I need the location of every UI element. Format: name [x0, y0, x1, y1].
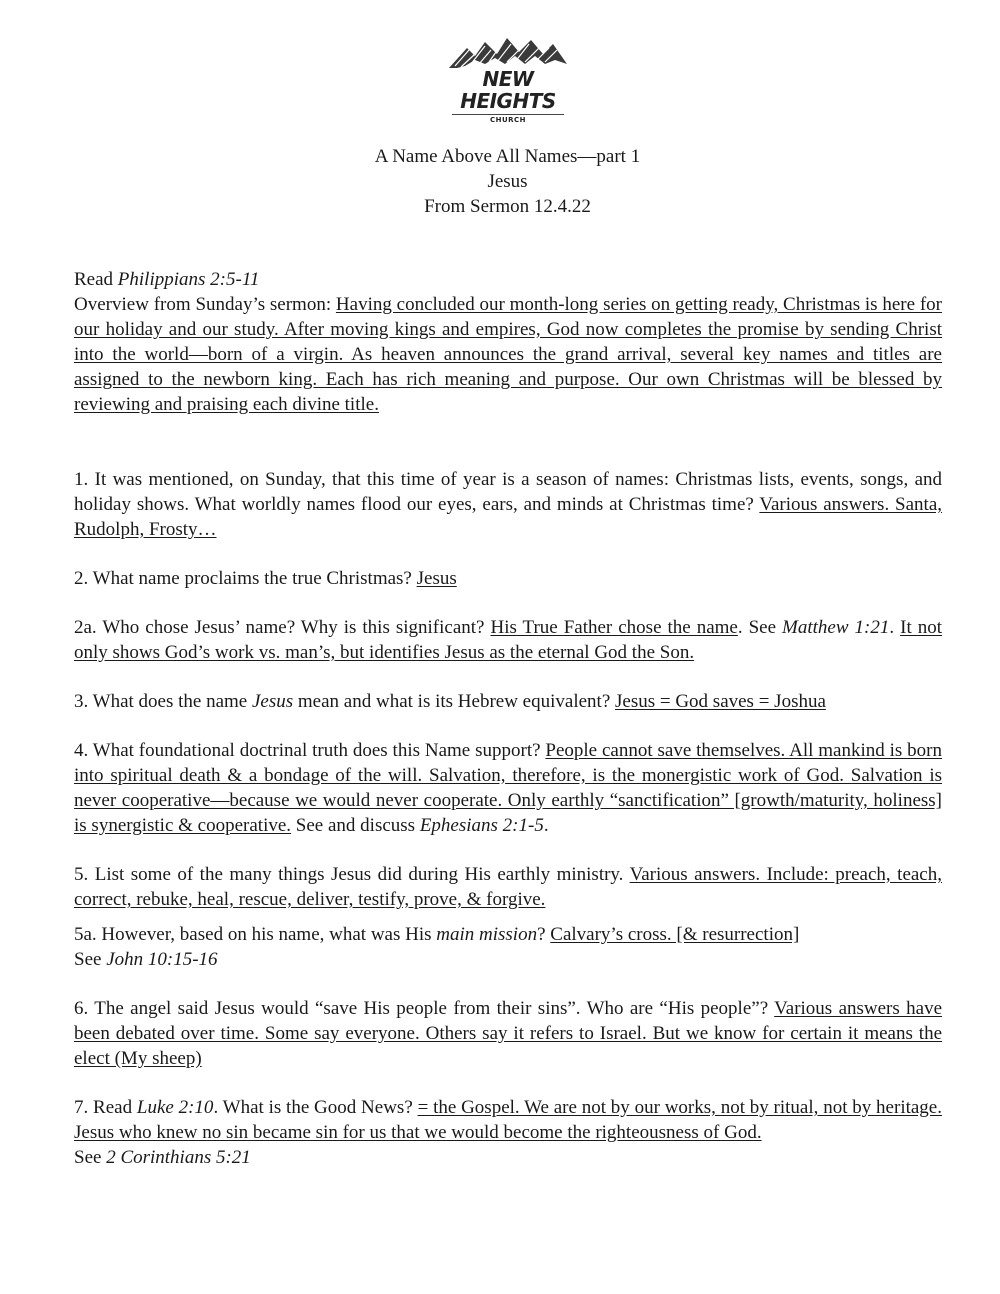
question-4: 4. What foundational doctrinal truth does this Name support? People cannot save themselves. All mankind is born into spiritual death & a bondage of the will. Salvation, therefore, is the monergistic work of God. Salvation is never cooperative—because we would never cooperate. Only earthly “sanctification” [growth/maturity, holiness] is synergistic & cooperative. See and discuss Ephesians 2:1-5.	[74, 740, 943, 836]
answer-5a: Calvary’s cross. [& resurrection]	[550, 924, 800, 945]
scripture-ref: Matthew 1:21	[782, 617, 890, 638]
logo-wordmark: NEW HEIGHTS	[460, 67, 556, 113]
scripture-ref: 2 Corinthians 5:21	[106, 1147, 251, 1168]
see-line-7: See 2 Corinthians 5:21	[74, 1147, 251, 1168]
answer-2a-part1: His True Father chose the name	[490, 617, 738, 638]
answer-7: = the Gospel. We are not by our works, not by ritual, not by heritage. Jesus who knew no sin became sin for us that we would become the righteousness of God.	[74, 1097, 942, 1143]
mountain-logo-icon	[445, 34, 571, 70]
scripture-ref: Luke 2:10	[136, 1097, 214, 1118]
answer-1: Various answers. Santa, Rudolph, Frosty…	[74, 494, 942, 540]
scripture-ref: John 10:15-16	[106, 949, 218, 970]
scripture-ref: Philippians 2:5-11	[117, 269, 260, 290]
question-2a: 2a. Who chose Jesus’ name? Why is this significant? His True Father chose the name. See Matthew 1:21. It not only shows God’s work vs. man’s, but identifies Jesus as the eternal God the Son.	[74, 617, 943, 663]
read-line: Read Philippians 2:5-11	[74, 269, 260, 290]
answer-4: People cannot save themselves. All mankind is born into spiritual death & a bondage of the will. Salvation, therefore, is the monergistic work of God. Salvation is never cooperative—because we would never cooperate. Only earthly “sanctification” [growth/maturity, holiness] is synergistic & cooperative.	[74, 740, 943, 836]
question-1: 1. It was mentioned, on Sunday, that this time of year is a season of names: Christmas lists, events, songs, and holiday shows. What worldly names flood our eyes, ears, and minds at Christmas time? Various answers. Santa, Rudolph, Frosty…	[74, 469, 942, 540]
overview-text: Having concluded our month-long series on getting ready, Christmas is here for our holiday and our study. After moving kings and empires, God now completes the promise by sending Christ into the world—born of a virgin. As heaven announces the grand arrival, several key names and titles are assigned to the newborn king. Each has rich meaning and purpose. Our own Christmas will be blessed by reviewing and praising each divine title.	[74, 294, 942, 415]
document-header	[0, 144, 1000, 219]
logo-divider	[452, 114, 564, 115]
question-2: 2. What name proclaims the true Christmas? Jesus	[74, 568, 457, 589]
answer-6: Various answers have been debated over time. Some say everyone. Others say it refers to Israel. But we know for certain it means the elect (My sheep)	[74, 998, 943, 1069]
church-logo	[438, 34, 578, 124]
question-5: 5. List some of the many things Jesus did during His earthly ministry. Various answers. Include: preach, teach, correct, rebuke, heal, rescue, deliver, testify, prove, & forgive.	[74, 864, 942, 910]
question-6: 6. The angel said Jesus would “save His people from their sins”. Who are “His people”? Various answers have been debated over time. Some say everyone. Others say it refers to Israel. But we know for certain it means the elect (My sheep)	[74, 998, 943, 1069]
logo-subtitle: CHURCH	[489, 116, 527, 124]
study-body	[74, 267, 942, 1170]
answer-2: Jesus	[416, 568, 457, 589]
overview-paragraph	[74, 292, 942, 417]
document-title: A Name Above All Names—part 1	[374, 146, 641, 167]
question-3: 3. What does the name Jesus mean and what is its Hebrew equivalent? Jesus = God saves = Joshua	[74, 691, 826, 712]
answer-2a-part2: It not only shows God’s work vs. man’s, but identifies Jesus as the eternal God the Son.	[74, 617, 943, 663]
scripture-ref: Ephesians 2:1-5	[419, 815, 544, 836]
question-5a: 5a. However, based on his name, what was His main mission? Calvary’s cross. [& resurrection]	[74, 924, 800, 945]
answer-3: Jesus = God saves = Joshua	[615, 691, 826, 712]
question-7: 7. Read Luke 2:10. What is the Good News? = the Gospel. We are not by our works, not by ritual, not by heritage. Jesus who knew no sin became sin for us that we would become the righteousness of God.	[74, 1097, 942, 1143]
sermon-date: From Sermon 12.4.22	[424, 196, 591, 217]
overview-label: Overview from Sunday’s sermon:	[74, 294, 336, 315]
document-subtitle: Jesus	[487, 171, 528, 192]
answer-5: Various answers. Include: preach, teach, correct, rebuke, heal, rescue, deliver, testify, prove, & forgive.	[74, 864, 942, 910]
see-line-5a: See John 10:15-16	[74, 949, 218, 970]
